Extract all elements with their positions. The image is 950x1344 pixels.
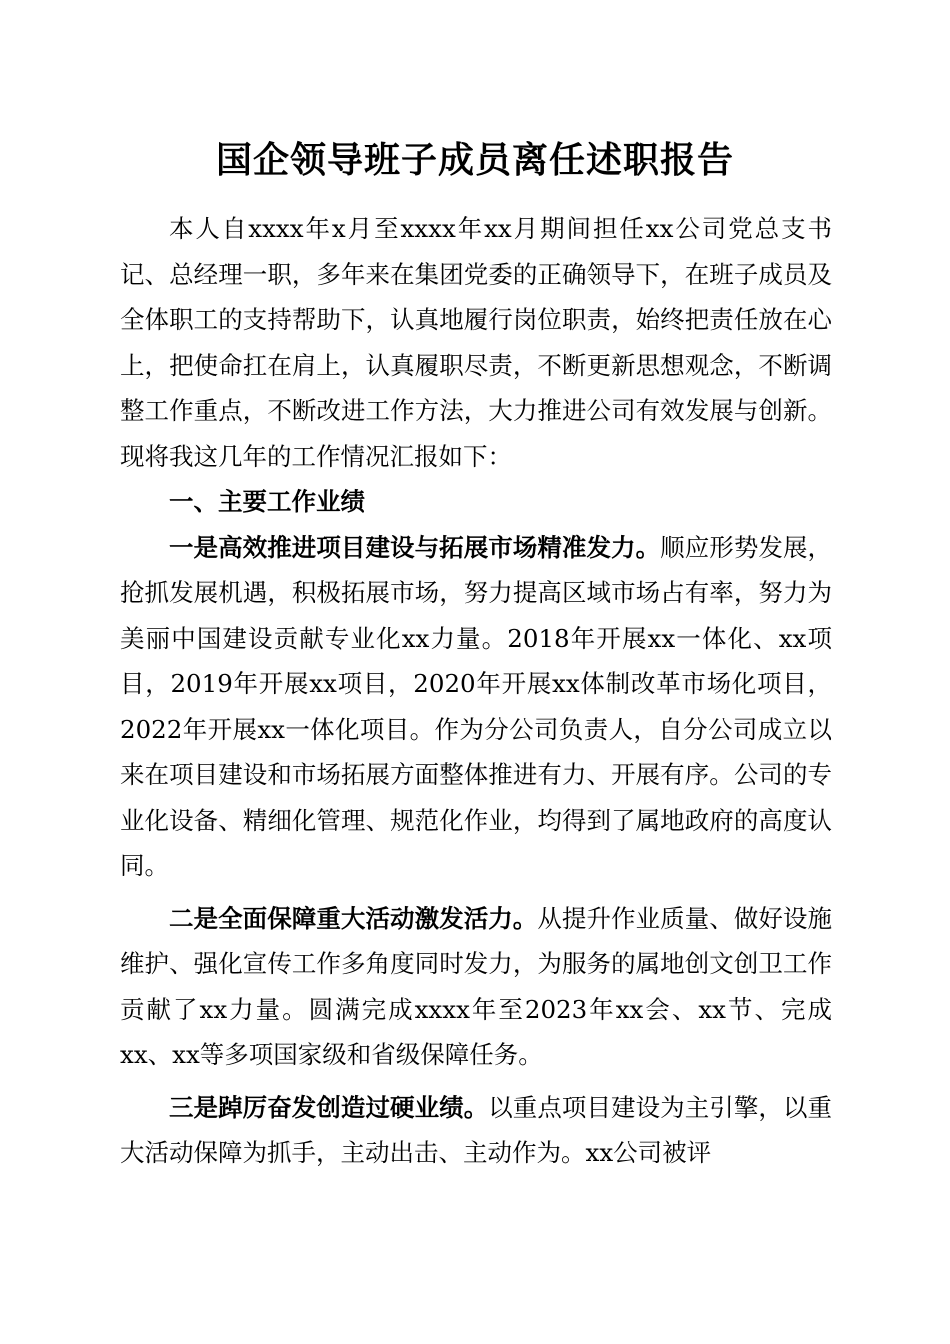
achievement-paragraph-3 [120,1085,832,1176]
document-body [120,206,832,1176]
achievement-3-lead: 三是踔厉奋发创造过硬业绩。 [169,1092,489,1122]
achievement-2-lead: 二是全面保障重大活动激发活力。 [169,903,538,933]
achievement-paragraph-1 [120,525,832,889]
intro-paragraph: 本人自xxxx年x月至xxxx年xx月期间担任xx公司党总支书记、总经理一职，多年来在集团党委的正确领导下，在班子成员及全体职工的支持帮助下，认真地履行岗位职责，始终把责任放在心上，把使命扛在肩上，认真履职尽责，不断更新思想观念，不断调整工作重点，不断改进工作方法，大力推进公司有效发展与创新。现将我这几年的工作情况汇报如下： [120,214,832,471]
achievement-2-text: 从提升作业质量、做好设施维护、强化宣传工作多角度同时发力，为服务的属地创文创卫工作贡献了xx力量。圆满完成xxxx年至2023年xx会、xx节、完成xx、xx等多项国家级和省级保障任务。 [120,903,833,1069]
achievement-1-lead: 一是高效推进项目建设与拓展市场精准发力。 [169,532,661,562]
achievement-paragraph-2 [120,896,832,1078]
achievement-3-text: 以重点项目建设为主引擎，以重大活动保障为抓手，主动出击、主动作为。xx公司被评 [120,1092,832,1167]
document-title: 国企领导班子成员离任述职报告 [215,139,734,181]
achievement-1-text: 顺应形势发展，抢抓发展机遇，积极拓展市场，努力提高区域市场占有率，努力为美丽中国建设贡献专业化xx力量。2018年开展xx一体化、xx项目，2019年开展xx项目，2020年开展xx体制改革市场化项目，2022年开展xx一体化项目。作为分公司负责人，自分公司成立以来在项目建设和市场拓展方面整体推进有力、开展有序。公司的专业化设备、精细化管理、规范化作业，均得到了属地政府的高度认同。 [120,532,833,880]
section-heading: 一、主要工作业绩 [169,487,365,516]
